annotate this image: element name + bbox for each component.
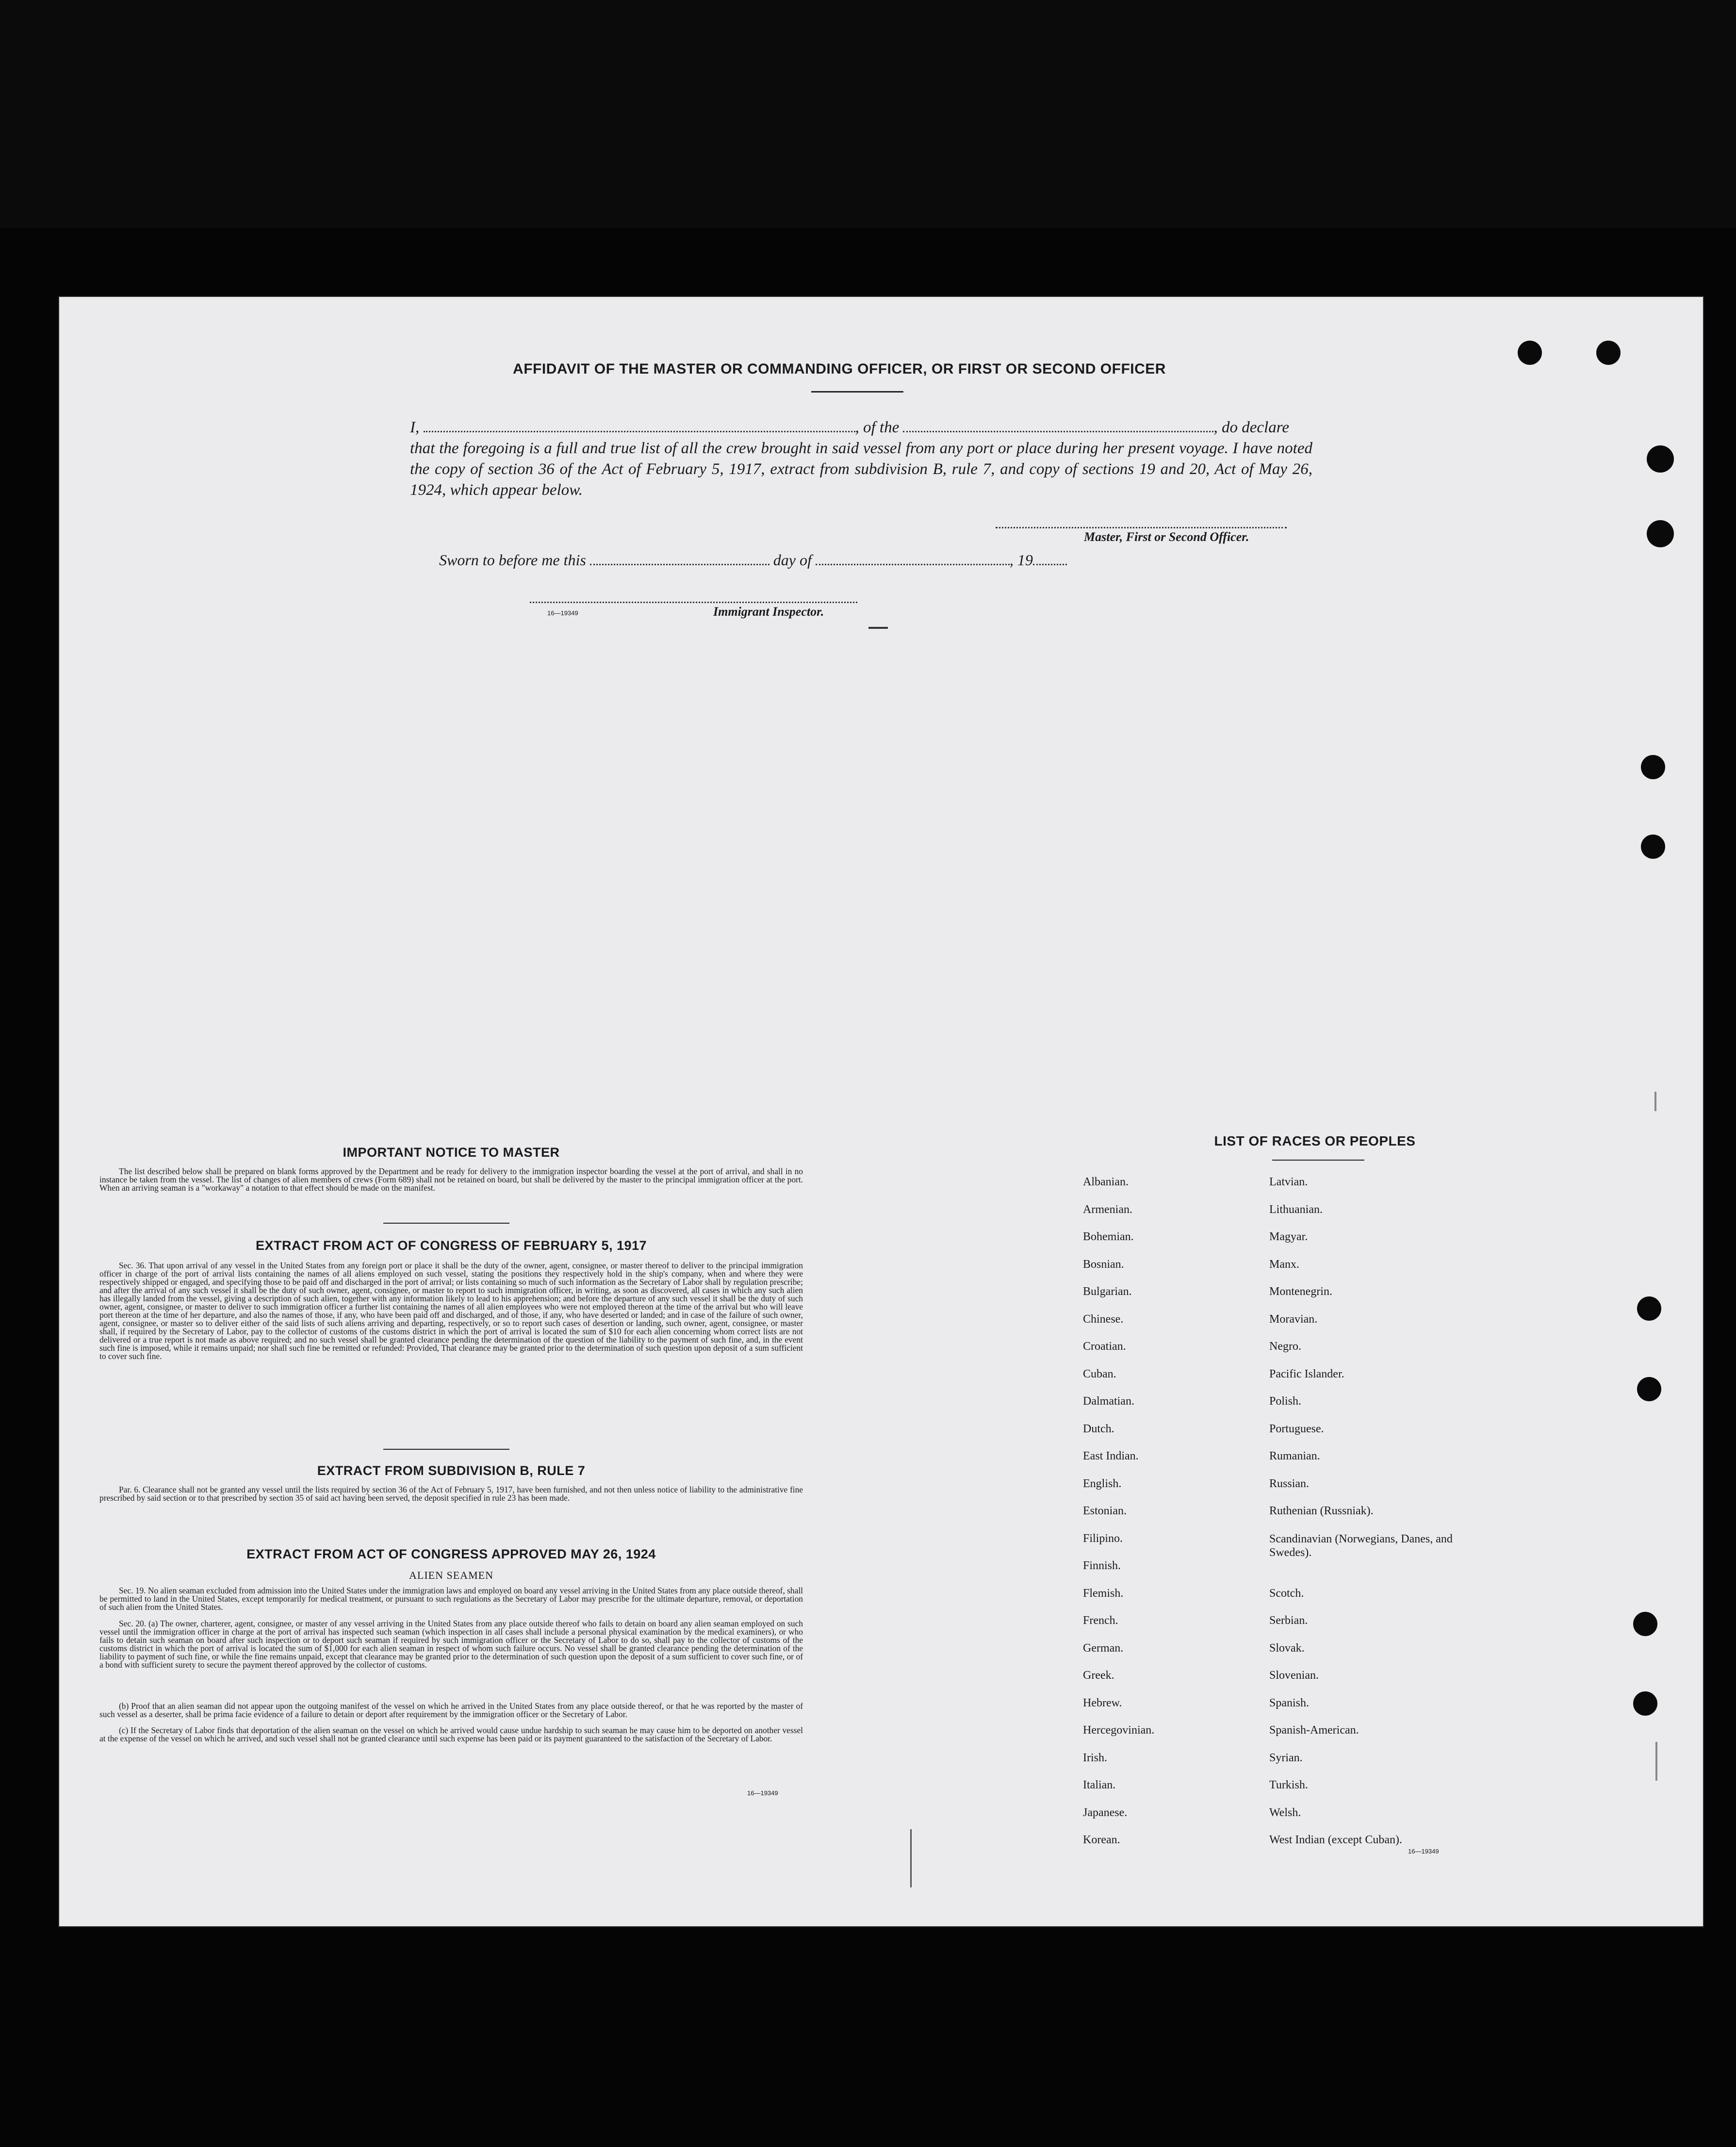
- title-divider: [811, 391, 903, 393]
- notice-title: IMPORTANT NOTICE TO MASTER: [343, 1145, 560, 1160]
- race-item: Bosnian.: [1083, 1258, 1124, 1271]
- film-scratch: [1654, 1092, 1656, 1111]
- races-title: LIST OF RACES OR PEOPLES: [1214, 1133, 1416, 1148]
- document-sheet: [59, 297, 1703, 1926]
- punch-hole: [1637, 1377, 1661, 1401]
- sworn-prefix: Sworn to before me this: [439, 551, 586, 569]
- extract-rule7-text: Par. 6. Clearance shall not be granted any vessel until the lists required by section 36 of the Act of February 5, 1917, have been furnished, and not then unless notice of liability to the administrative fine prescribed by said section or to that prescribed by section 35 of said act having been served, the deposit specified in rule 23 has been made.: [99, 1485, 803, 1503]
- race-item: Korean.: [1083, 1834, 1120, 1846]
- section-19-text: Sec. 19. No alien seaman excluded from admission into the United States under the immigration laws and employed on board any vessel arriving in the United States from any place outside thereof, shall be permitted to land in the United States, except temporarily for medical treatment, or pursuant to such regulations as the Secretary of Labor may prescribe for the ultimate departure, removal, or deportation of such alien from the United States.: [99, 1586, 803, 1612]
- race-item: German.: [1083, 1641, 1124, 1655]
- punch-hole: [1637, 1296, 1661, 1321]
- race-item: Scotch.: [1269, 1587, 1304, 1600]
- race-item: Russian.: [1269, 1477, 1310, 1490]
- race-item: Moravian.: [1269, 1312, 1318, 1326]
- race-item: Italian.: [1083, 1779, 1116, 1791]
- affidavit-of-the: , of the: [855, 419, 900, 436]
- alien-seamen-heading: ALIEN SEAMEN: [409, 1569, 493, 1581]
- race-item: French.: [1083, 1614, 1118, 1627]
- race-item: Greek.: [1083, 1669, 1114, 1682]
- race-item: Slovenian.: [1269, 1669, 1319, 1682]
- affidavit-title: AFFIDAVIT OF THE MASTER OR COMMANDING OFFICER, OR FIRST OR SECOND OFFICER: [513, 361, 1166, 377]
- race-item: Negro.: [1269, 1340, 1301, 1353]
- race-item: Filipino.: [1083, 1532, 1123, 1545]
- race-item: Hebrew.: [1083, 1696, 1122, 1709]
- race-item: Polish.: [1269, 1395, 1302, 1408]
- extract-rule7-title: EXTRACT FROM SUBDIVISION B, RULE 7: [317, 1463, 586, 1478]
- form-number: 16—19349: [1408, 1848, 1439, 1855]
- affidavit-do-declare: , do declare: [1213, 419, 1289, 436]
- stray-mark: [868, 627, 888, 629]
- punch-hole: [1641, 755, 1665, 779]
- form-number: 16—19349: [747, 1789, 778, 1797]
- master-signature-line[interactable]: [996, 527, 1287, 528]
- race-item: Spanish-American.: [1269, 1724, 1359, 1737]
- section-20b-text: (b) Proof that an alien seaman did not appear upon the outgoing manifest of the vessel on which he arrived in the United States from any place outside thereof, or that he was reported by the master of such vessel as a deserter, shall be prima facie evidence of a failure to detain or deport after requirement by the immigration officer or the Secretary of Labor.: [99, 1701, 803, 1719]
- extract-1917-title: EXTRACT FROM ACT OF CONGRESS OF FEBRUARY 5, 1917: [255, 1238, 647, 1253]
- race-item: Dalmatian.: [1083, 1395, 1134, 1408]
- race-item: English.: [1083, 1477, 1122, 1490]
- race-item: Serbian.: [1269, 1614, 1308, 1627]
- race-item: West Indian (except Cuban).: [1269, 1834, 1402, 1846]
- affidavit-i: I,: [410, 419, 420, 436]
- sworn-day-of: day of: [773, 551, 812, 569]
- race-item: Syrian.: [1269, 1751, 1303, 1764]
- punch-hole: [1633, 1612, 1657, 1636]
- race-item: Montenegrin.: [1269, 1285, 1332, 1298]
- affidavit-body: that the foregoing is a full and true list of all the crew brought in said vessel from any port or place during her present voyage. I have noted the copy of section 36 of the Act of February 5, 1917, extract from subdivision B, rule 7, and copy of sections 19 and 20, Act of May 26, 1924, which appear below.: [410, 440, 1312, 499]
- race-item: Portuguese.: [1269, 1422, 1324, 1435]
- punch-hole: [1518, 341, 1542, 365]
- affidavit-text: [410, 417, 1312, 501]
- race-item: Cuban.: [1083, 1367, 1116, 1380]
- race-item: Spanish.: [1269, 1696, 1310, 1709]
- sworn-month-blank[interactable]: [816, 551, 1010, 565]
- extract-1917-text: Sec. 36. That upon arrival of any vessel in the United States from any foreign port or place it shall be the duty of the owner, agent, consignee, or master thereof to deliver to the principal immigration officer in charge of the port of arrival lists containing the names of all aliens employed on such vessel, stating the positions they respectively hold in the ship's company, when and where they were respectively shipped or engaged, and specifying those to be paid off and discharged in the port of arrival; or lists containing so much of such information as the Secretary of Labor shall by regulation prescribe; and after the arrival of any such vessel it shall be the duty of such owner, agent, consignee, or master to report to such immigration officer, in writing, as soon as discovered, all cases in which any such alien has illegally landed from the vessel, giving a description of such alien, together with any information likely to lead to his apprehension; and before the departure of any such vessel it shall be the duty of such owner, agent, consignee, or master to deliver to such immigration officer a further list containing the names of all alien employees who were not employed thereon at the time of the arrival but who will leave port thereon at the time of her departure, and also the names of those, if any, who have been paid off and discharged, and of those, if any, who have deserted or landed; and in case of the failure of such owner, agent, consignee, or master so to deliver either of the said lists of such aliens arriving and departing, respectively, or so to report such cases of desertion or landing, such owner, agent, consignee, or master shall, if required by the Secretary of Labor, pay to the collector of customs of the customs district in which the port of arrival is located the sum of $10 for each alien concerning whom correct lists are not delivered or a true report is not made as above required; and no such vessel shall be granted clearance pending the determination of the question of the liability to the payment of such fine, and, in the event such fine is imposed, while it remains unpaid; nor shall such fine be remitted or refunded: Provided, That clearance may be granted prior to the determination of such question upon deposit of a sum sufficient to cover such fine.: [99, 1261, 803, 1361]
- punch-hole: [1647, 445, 1674, 473]
- film-frame-top: [0, 0, 1736, 228]
- punch-hole: [1641, 835, 1665, 859]
- race-item: Estonian.: [1083, 1505, 1127, 1517]
- punch-hole: [1633, 1691, 1657, 1716]
- vessel-blank[interactable]: [903, 418, 1213, 432]
- race-item: East Indian.: [1083, 1450, 1139, 1462]
- section-20c-text: (c) If the Secretary of Labor finds that deportation of the alien seaman on the vessel on which he arrived would cause undue hardship to such seaman he may cause him to be deported on another vessel at the expense of the vessel on which he arrived, and such vessel shall not be granted clearance until such expense has been paid or its payment guaranteed to the satisfaction of the Secretary of Labor.: [99, 1725, 803, 1743]
- inspector-label: Immigrant Inspector.: [713, 605, 824, 619]
- punch-hole: [1647, 520, 1674, 547]
- race-item: Manx.: [1269, 1258, 1299, 1271]
- film-scratch: [1655, 1742, 1657, 1781]
- race-item: Chinese.: [1083, 1312, 1124, 1326]
- race-item: Armenian.: [1083, 1203, 1132, 1216]
- film-scratch: [910, 1829, 912, 1887]
- section-20a-text: Sec. 20. (a) The owner, charterer, agent, consignee, or master of any vessel arriving in the United States from any place outside thereof who fails to detain on board any alien seaman employed on such vessel until the immigration officer in charge at the port of arrival has inspected such seaman (which inspection in all cases shall include a personal physical examination by the medical examiners), or who fails to detain such seaman on board after such inspection or to deport such seaman if required by such immigration officer or the Secretary of Labor to do so, shall pay to the collector of customs of the customs district in which the port of arrival is located the sum of $1,000 for each alien seaman in respect of whom such failure occurs. No vessel shall be granted clearance pending the determination of the liability to payment of such fine, or while the fine remains unpaid, except that clearance may be granted prior to the determination of such question upon the deposit of a sum sufficient to cover such fine, or of a bond with sufficient surety to secure the payment thereof approved by the collector of customs.: [99, 1619, 803, 1670]
- race-item: Turkish.: [1269, 1779, 1308, 1791]
- race-item: Croatian.: [1083, 1340, 1126, 1353]
- section-divider: [383, 1449, 509, 1450]
- race-item: Japanese.: [1083, 1806, 1128, 1819]
- section-divider: [383, 1223, 509, 1224]
- notice-text: The list described below shall be prepared on blank forms approved by the Department and be ready for delivery to the immigration inspector boarding the vessel at the port of arrival, and shall in no instance be taken from the vessel. The list of changes of alien members of crews (Form 689) shall not be retained on board, but shall be delivered by the master to the principal immigration officer at the port. When an arriving seaman is a "workaway" a notation to that effect should be made on the manifest.: [99, 1166, 803, 1193]
- race-item: Irish.: [1083, 1751, 1107, 1764]
- race-item: Hercegovinian.: [1083, 1724, 1155, 1737]
- sworn-year: , 19: [1009, 551, 1033, 569]
- race-item: Bohemian.: [1083, 1230, 1134, 1243]
- form-number: 16—19349: [547, 609, 578, 617]
- race-item: Pacific Islander.: [1269, 1367, 1344, 1380]
- race-item: Finnish.: [1083, 1559, 1121, 1572]
- inspector-signature-line[interactable]: [530, 602, 857, 603]
- race-item: Bulgarian.: [1083, 1285, 1132, 1298]
- races-divider: [1272, 1160, 1364, 1161]
- race-item: Albanian.: [1083, 1176, 1129, 1188]
- race-item: Ruthenian (Russniak).: [1269, 1505, 1374, 1517]
- race-item: Scandinavian (Norwegians, Danes, and Swedes).: [1269, 1532, 1453, 1559]
- race-item: Flemish.: [1083, 1587, 1124, 1600]
- race-item: Rumanian.: [1269, 1450, 1320, 1462]
- race-item: Latvian.: [1269, 1176, 1308, 1188]
- name-blank[interactable]: [424, 418, 855, 432]
- race-item: Lithuanian.: [1269, 1203, 1323, 1216]
- race-item: Dutch.: [1083, 1422, 1114, 1435]
- race-item: Slovak.: [1269, 1641, 1305, 1655]
- sworn-line: [439, 551, 1067, 569]
- punch-hole: [1596, 341, 1621, 365]
- extract-1924-title: EXTRACT FROM ACT OF CONGRESS APPROVED MAY 26, 1924: [246, 1547, 656, 1561]
- sworn-year-blank[interactable]: [1033, 551, 1067, 565]
- race-item: Magyar.: [1269, 1230, 1308, 1243]
- master-signature-label: Master, First or Second Officer.: [1084, 530, 1249, 544]
- sworn-day-blank[interactable]: [590, 551, 770, 565]
- race-item: Welsh.: [1269, 1806, 1301, 1819]
